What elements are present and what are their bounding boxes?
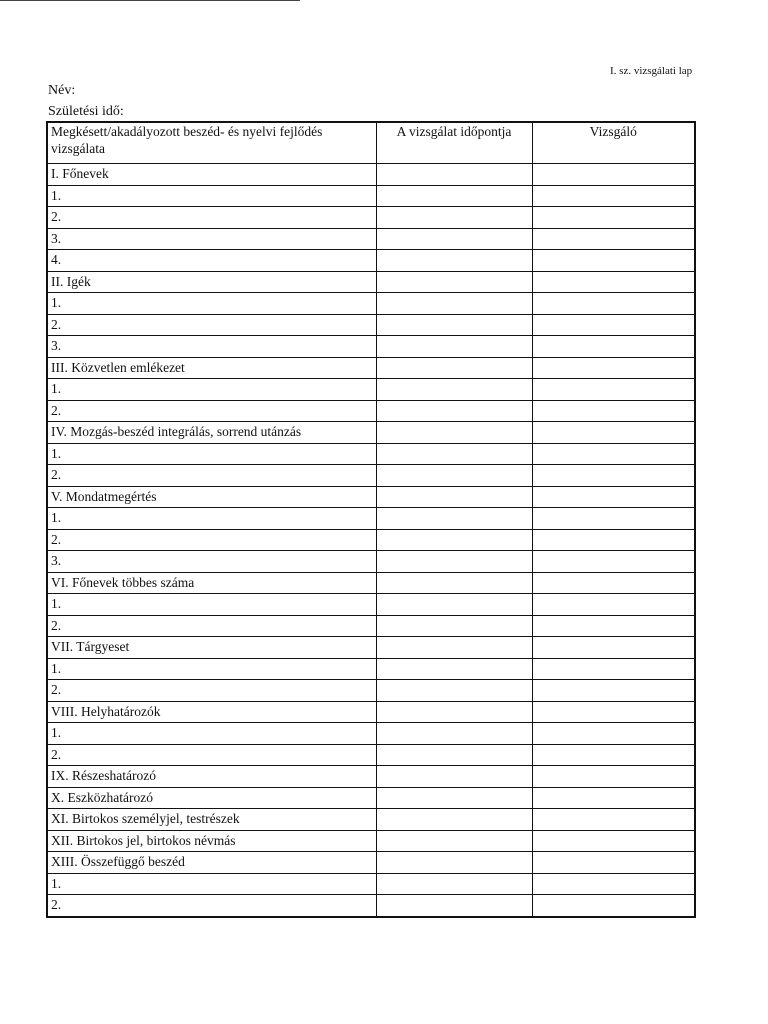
sub-item-row xyxy=(47,594,695,616)
date-cell[interactable] xyxy=(376,852,532,874)
sub-item-row xyxy=(47,443,695,465)
header-examination-date: A vizsgálat időpontja xyxy=(376,122,532,164)
section-row xyxy=(47,637,695,659)
section-row xyxy=(47,852,695,874)
examination-table-body xyxy=(47,164,695,917)
section-label: XIII. Összefüggő beszéd xyxy=(47,852,376,874)
sub-item-label: 2. xyxy=(47,314,376,336)
examiner-cell[interactable] xyxy=(532,422,695,444)
examiner-cell[interactable] xyxy=(532,873,695,895)
examiner-cell[interactable] xyxy=(532,551,695,573)
section-label: V. Mondatmegértés xyxy=(47,486,376,508)
sub-item-row xyxy=(47,314,695,336)
examiner-cell[interactable] xyxy=(532,379,695,401)
sub-item-row xyxy=(47,400,695,422)
section-row xyxy=(47,572,695,594)
date-cell[interactable] xyxy=(376,809,532,831)
date-cell[interactable] xyxy=(376,508,532,530)
date-cell[interactable] xyxy=(376,551,532,573)
sub-item-label: 2. xyxy=(47,680,376,702)
section-row xyxy=(47,486,695,508)
sub-item-row xyxy=(47,228,695,250)
examiner-cell[interactable] xyxy=(532,787,695,809)
date-cell[interactable] xyxy=(376,379,532,401)
examiner-cell[interactable] xyxy=(532,572,695,594)
sub-item-label: 3. xyxy=(47,336,376,358)
sub-item-label: 2. xyxy=(47,895,376,917)
sub-item-label: 3. xyxy=(47,551,376,573)
examiner-cell[interactable] xyxy=(532,895,695,917)
date-cell[interactable] xyxy=(376,529,532,551)
section-label: X. Eszközhatározó xyxy=(47,787,376,809)
sub-item-row xyxy=(47,680,695,702)
section-row xyxy=(47,809,695,831)
sub-item-label: 2. xyxy=(47,400,376,422)
date-cell[interactable] xyxy=(376,787,532,809)
sub-item-label: 2. xyxy=(47,744,376,766)
examiner-cell[interactable] xyxy=(532,357,695,379)
sub-item-label: 2. xyxy=(47,529,376,551)
section-label: III. Közvetlen emlékezet xyxy=(47,357,376,379)
date-cell[interactable] xyxy=(376,873,532,895)
section-row xyxy=(47,701,695,723)
sub-item-row xyxy=(47,744,695,766)
date-cell[interactable] xyxy=(376,185,532,207)
date-cell[interactable] xyxy=(376,250,532,272)
examiner-cell[interactable] xyxy=(532,723,695,745)
date-cell[interactable] xyxy=(376,701,532,723)
date-cell[interactable] xyxy=(376,207,532,229)
date-cell[interactable] xyxy=(376,443,532,465)
sub-item-row xyxy=(47,336,695,358)
date-cell[interactable] xyxy=(376,314,532,336)
examiner-cell[interactable] xyxy=(532,336,695,358)
section-row xyxy=(47,787,695,809)
sub-item-row xyxy=(47,207,695,229)
examiner-cell[interactable] xyxy=(532,207,695,229)
date-cell[interactable] xyxy=(376,637,532,659)
date-cell[interactable] xyxy=(376,680,532,702)
name-field-label: Név: xyxy=(48,83,76,98)
sub-item-label: 1. xyxy=(47,293,376,315)
examiner-cell[interactable] xyxy=(532,830,695,852)
examiner-cell[interactable] xyxy=(532,809,695,831)
examiner-cell[interactable] xyxy=(532,637,695,659)
section-label: IX. Részeshatározó xyxy=(47,766,376,788)
sub-item-label: 1. xyxy=(47,658,376,680)
date-cell[interactable] xyxy=(376,723,532,745)
header-examiner: Vizsgáló xyxy=(532,122,695,164)
examiner-cell[interactable] xyxy=(532,766,695,788)
sub-item-row xyxy=(47,658,695,680)
date-cell[interactable] xyxy=(376,293,532,315)
section-label: VIII. Helyhatározók xyxy=(47,701,376,723)
examiner-cell[interactable] xyxy=(532,443,695,465)
sub-item-label: 2. xyxy=(47,465,376,487)
section-label: XII. Birtokos jel, birtokos névmás xyxy=(47,830,376,852)
date-cell[interactable] xyxy=(376,422,532,444)
sub-item-row xyxy=(47,895,695,917)
section-row xyxy=(47,164,695,186)
date-cell[interactable] xyxy=(376,594,532,616)
section-label: I. Főnevek xyxy=(47,164,376,186)
sub-item-row xyxy=(47,551,695,573)
date-cell[interactable] xyxy=(376,228,532,250)
sub-item-label: 3. xyxy=(47,228,376,250)
examiner-cell[interactable] xyxy=(532,271,695,293)
date-cell[interactable] xyxy=(376,465,532,487)
date-cell[interactable] xyxy=(376,744,532,766)
sub-item-label: 1. xyxy=(47,185,376,207)
examiner-cell[interactable] xyxy=(532,185,695,207)
examination-table xyxy=(46,121,696,918)
date-cell[interactable] xyxy=(376,336,532,358)
section-label: XI. Birtokos személyjel, testrészek xyxy=(47,809,376,831)
date-cell[interactable] xyxy=(376,895,532,917)
section-label: II. Igék xyxy=(47,271,376,293)
sub-item-row xyxy=(47,293,695,315)
examiner-cell[interactable] xyxy=(532,615,695,637)
section-row xyxy=(47,271,695,293)
date-cell[interactable] xyxy=(376,164,532,186)
sub-item-label: 1. xyxy=(47,379,376,401)
date-cell[interactable] xyxy=(376,658,532,680)
section-label: VII. Tárgyeset xyxy=(47,637,376,659)
date-cell[interactable] xyxy=(376,766,532,788)
section-row xyxy=(47,830,695,852)
scan-edge-line xyxy=(0,0,300,1)
date-cell[interactable] xyxy=(376,271,532,293)
sub-item-label: 1. xyxy=(47,594,376,616)
date-cell[interactable] xyxy=(376,486,532,508)
sub-item-row xyxy=(47,250,695,272)
examiner-cell[interactable] xyxy=(532,594,695,616)
sub-item-label: 2. xyxy=(47,615,376,637)
birth-date-field-label: Születési idő: xyxy=(48,104,124,119)
examiner-cell[interactable] xyxy=(532,228,695,250)
section-row xyxy=(47,357,695,379)
page-reference: I. sz. vizsgálati lap xyxy=(610,65,693,77)
sub-item-row xyxy=(47,379,695,401)
sub-item-row xyxy=(47,529,695,551)
examiner-cell[interactable] xyxy=(532,400,695,422)
section-row xyxy=(47,422,695,444)
examiner-cell[interactable] xyxy=(532,486,695,508)
sub-item-label: 2. xyxy=(47,207,376,229)
sub-item-row xyxy=(47,873,695,895)
examiner-cell[interactable] xyxy=(532,680,695,702)
section-row xyxy=(47,766,695,788)
examiner-cell[interactable] xyxy=(532,293,695,315)
date-cell[interactable] xyxy=(376,615,532,637)
sub-item-row xyxy=(47,185,695,207)
sub-item-row xyxy=(47,723,695,745)
sub-item-label: 1. xyxy=(47,873,376,895)
examiner-cell[interactable] xyxy=(532,658,695,680)
examiner-cell[interactable] xyxy=(532,701,695,723)
examiner-cell[interactable] xyxy=(532,508,695,530)
sub-item-label: 4. xyxy=(47,250,376,272)
examiner-cell[interactable] xyxy=(532,250,695,272)
examiner-cell[interactable] xyxy=(532,852,695,874)
date-cell[interactable] xyxy=(376,830,532,852)
date-cell[interactable] xyxy=(376,572,532,594)
sub-item-row xyxy=(47,508,695,530)
examiner-cell[interactable] xyxy=(532,164,695,186)
date-cell[interactable] xyxy=(376,357,532,379)
examiner-cell[interactable] xyxy=(532,314,695,336)
sub-item-label: 1. xyxy=(47,443,376,465)
examiner-cell[interactable] xyxy=(532,529,695,551)
section-label: VI. Főnevek többes száma xyxy=(47,572,376,594)
sub-item-row xyxy=(47,615,695,637)
section-label: IV. Mozgás-beszéd integrálás, sorrend utánzás xyxy=(47,422,376,444)
examiner-cell[interactable] xyxy=(532,744,695,766)
date-cell[interactable] xyxy=(376,400,532,422)
sub-item-row xyxy=(47,465,695,487)
header-examination-title: Megkésett/akadályozott beszéd- és nyelvi fejlődés vizsgálata xyxy=(47,122,376,164)
table-header-row xyxy=(47,122,695,164)
examiner-cell[interactable] xyxy=(532,465,695,487)
sub-item-label: 1. xyxy=(47,723,376,745)
sub-item-label: 1. xyxy=(47,508,376,530)
